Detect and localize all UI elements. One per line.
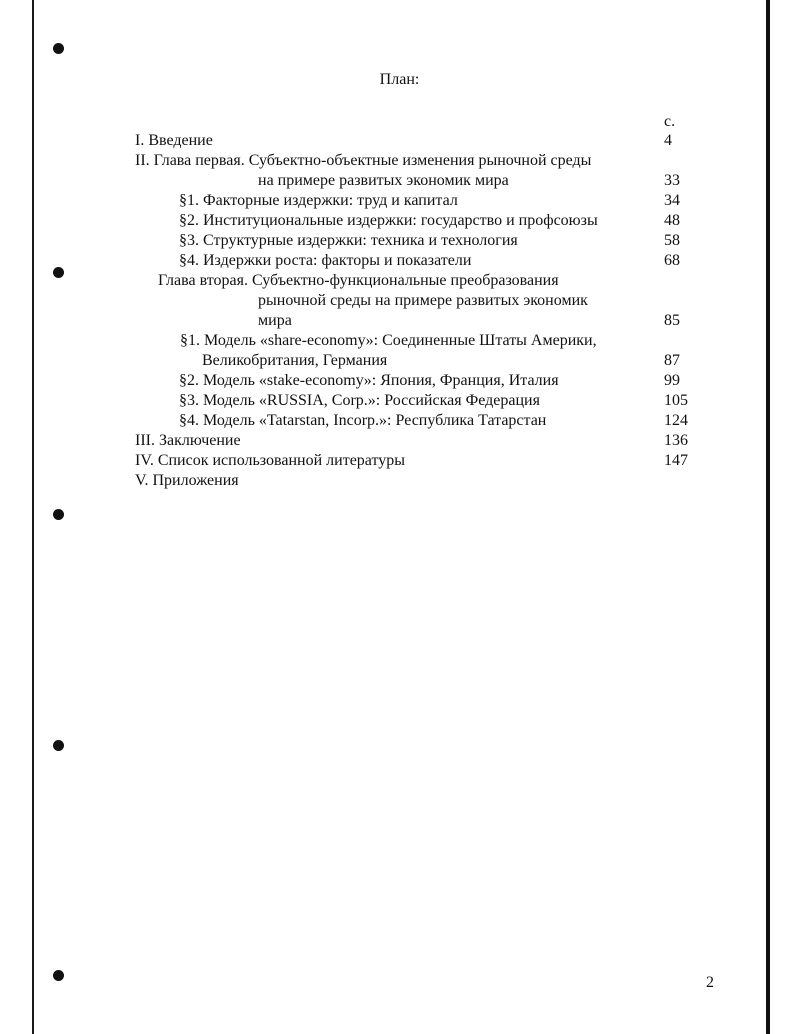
toc-entry-text: §2. Модель «stake-economy»: Япония, Франция, Италия	[179, 372, 559, 389]
toc-entry-page: 147	[664, 452, 688, 469]
toc-entry-page: 136	[664, 432, 688, 449]
toc-entry-page: 99	[664, 372, 680, 389]
toc-entry-text: §3. Структурные издержки: техника и технология	[179, 232, 518, 249]
toc-entry-text: мира	[258, 312, 292, 329]
toc-entry-text: IV. Список использованной литературы	[135, 452, 406, 469]
toc-entry-page: 4	[664, 132, 672, 149]
toc-entry-text: Великобритания, Германия	[202, 352, 388, 369]
toc-entry-text: II. Глава первая. Субъектно-объектные изменения рыночной среды	[135, 152, 592, 169]
page-column-label: с.	[664, 113, 676, 130]
toc-entry-page: 105	[664, 392, 688, 409]
toc-entry-text: V. Приложения	[135, 472, 239, 489]
punch-hole	[53, 509, 64, 520]
toc-entry-text: §1. Модель «share-economy»: Соединенные Штаты Америки,	[180, 332, 597, 349]
toc-entry-text: Глава вторая. Субъектно-функциональные преобразования	[158, 272, 559, 289]
toc-entry-text: §4. Модель «Tatarstan, Incorp.»: Республика Татарстан	[179, 412, 547, 429]
page-title: План:	[379, 71, 420, 88]
toc-entry-page: 34	[664, 192, 680, 209]
toc-entry-page: 48	[664, 212, 680, 229]
punch-hole	[53, 267, 64, 278]
punch-hole	[53, 43, 64, 54]
toc-entry-page: 124	[664, 412, 688, 429]
toc-entry-text: §4. Издержки роста: факторы и показатели	[179, 252, 472, 269]
toc-entry-text: I. Введение	[135, 132, 213, 149]
page-number: 2	[706, 974, 714, 991]
toc-entry-text: §3. Модель «RUSSIA, Corp.»: Российская Федерация	[179, 392, 540, 409]
scan-edge-right	[766, 0, 770, 1034]
toc-entry-text: III. Заключение	[135, 432, 241, 449]
toc-entry-page: 33	[664, 172, 680, 189]
toc-entry-page: 68	[664, 252, 680, 269]
toc-entry-page: 87	[664, 352, 680, 369]
punch-hole	[53, 970, 64, 981]
toc-entry-text: на примере развитых экономик мира	[258, 172, 509, 189]
scan-edge-left	[32, 0, 34, 1034]
toc-entry-text: рыночной среды на примере развитых экономик	[258, 292, 588, 309]
toc-entry-page: 85	[664, 312, 680, 329]
toc-entry-text: §2. Институциональные издержки: государство и профсоюзы	[179, 212, 598, 229]
punch-hole	[53, 740, 64, 751]
toc-entry-text: §1. Факторные издержки: труд и капитал	[179, 192, 458, 209]
toc-entry-page: 58	[664, 232, 680, 249]
